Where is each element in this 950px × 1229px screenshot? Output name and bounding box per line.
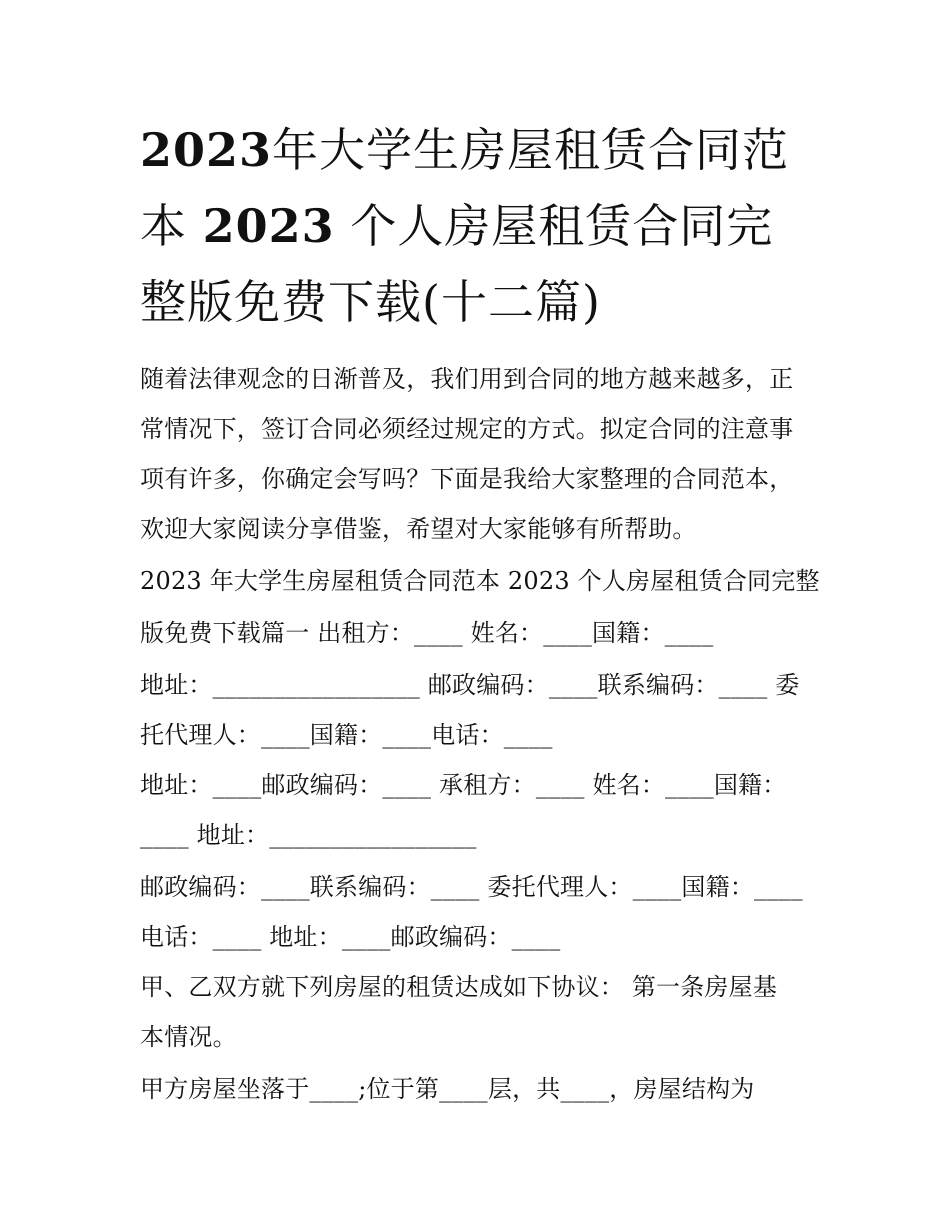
title-line-1 — [140, 112, 820, 188]
document-title — [140, 112, 820, 340]
body-line-1: 随着法律观念的日渐普及，我们用到合同的地方越来越多，正 — [140, 365, 794, 393]
body-line-8: 托代理人：____国籍：____电话：____ — [140, 721, 553, 749]
title-text: 个人房屋租赁合同完 — [334, 199, 774, 253]
body-line-13: 甲、乙双方就下列房屋的租赁达成如下协议： 第一条房屋基 — [140, 973, 778, 1001]
title-line-3 — [140, 264, 820, 340]
title-year: 2023 — [202, 199, 335, 253]
title-line-2 — [140, 188, 820, 264]
body-line-7: 地址：_________________ 邮政编码：____联系编码：____ 委 — [140, 671, 800, 699]
title-year: 2023 — [140, 123, 273, 177]
body-line-12: 电话：____ 地址：____邮政编码：____ — [140, 923, 561, 951]
body-line-14: 本情况。 — [140, 1023, 237, 1051]
body-line-3: 项有许多，你确定会写吗？下面是我给大家整理的合同范本， — [140, 465, 794, 493]
body-line-4: 欢迎大家阅读分享借鉴，希望对大家能够有所帮助。 — [140, 515, 697, 543]
title-text: 整版免费下载(十二篇) — [140, 275, 601, 329]
body-line-6: 版免费下载篇一 出租方：____ 姓名：____国籍：____ — [140, 619, 714, 647]
body-line-2: 常情况下，签订合同必须经过规定的方式。拟定合同的注意事 — [140, 415, 794, 443]
body-line-11: 邮政编码：____联系编码：____ 委托代理人：____国籍：____ — [140, 873, 803, 901]
body-line-5: 2023 年大学生房屋租赁合同范本 2023 个人房屋租赁合同完整 — [140, 567, 820, 595]
title-text: 本 — [140, 199, 203, 253]
body-line-15: 甲方房屋坐落于____;位于第____层，共____，房屋结构为 — [140, 1075, 755, 1103]
title-text: 年大学生房屋租赁合同范 — [272, 123, 790, 177]
body-line-10: ____ 地址：_________________ — [140, 821, 477, 849]
body-line-9: 地址：____邮政编码：____ 承租方：____ 姓名：____国籍： — [140, 771, 787, 799]
